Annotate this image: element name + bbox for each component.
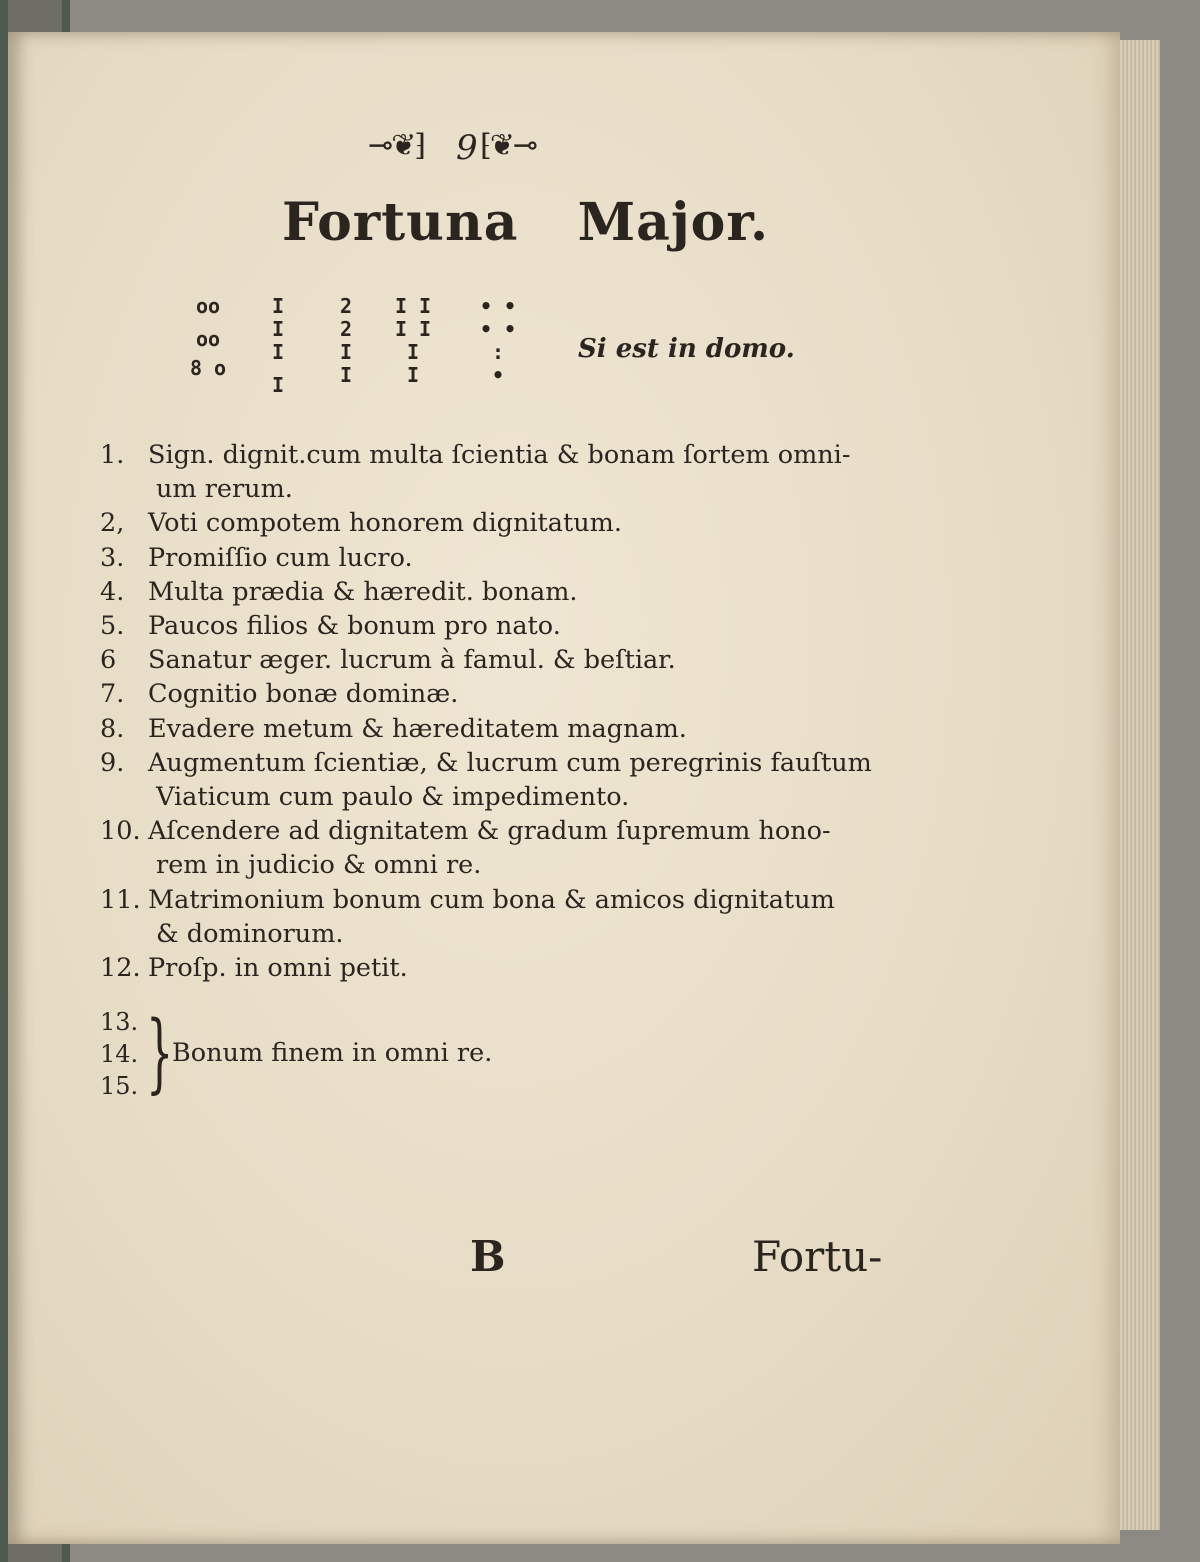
entry-number: 15. (100, 1072, 139, 1100)
entry-number: 8. (100, 713, 125, 744)
entry-continuation: um rerum. (156, 474, 293, 505)
brace-icon: } (146, 1003, 174, 1103)
figure-cell: 2 (339, 294, 353, 318)
figure-cell: • • (479, 294, 517, 318)
list-item (100, 506, 890, 540)
entry-text: Proſp. in omni petit. (148, 953, 408, 984)
title-word-major: Major. (577, 192, 770, 253)
figure-cell: I I (394, 317, 432, 341)
figure-cell: I (271, 340, 285, 364)
figure-column-1 (188, 294, 228, 379)
figure-cell: I (406, 363, 420, 387)
figure-cell: • (491, 363, 505, 387)
list-item (100, 883, 890, 917)
entry-number: 13. (100, 1008, 139, 1036)
entry-text: Cognitio bonæ dominæ. (148, 679, 459, 710)
list-item (100, 541, 890, 575)
entry-text: Paucos filios & bonum pro nato. (148, 611, 561, 642)
geomantic-figures (188, 294, 548, 414)
entry-text: Multa prædia & hæredit. bonam. (148, 576, 578, 607)
header-ornament-right-icon: ⁅❦⊸ (480, 128, 536, 163)
list-item (100, 609, 890, 643)
title-word-fortuna: Fortuna (282, 192, 519, 253)
entry-number: 12. (100, 953, 141, 984)
entry-text: Evadere metum & hæreditatem magnam. (148, 713, 687, 744)
entry-continuation: Viaticum cum paulo & impedimento. (156, 782, 630, 813)
figure-column-2 (258, 294, 298, 396)
figure-cell: oo (195, 327, 221, 351)
figure-cell: I (339, 363, 353, 387)
entry-number: 9. (100, 747, 125, 778)
entry-text: Augmentum ſcientiæ, & lucrum cum peregrinis fauſtum (148, 747, 872, 778)
entry-number: 14. (100, 1040, 139, 1068)
entry-text: Sanatur æger. lucrum à famul. & beſtiar. (148, 645, 676, 676)
list-item (100, 677, 890, 711)
list-item (100, 438, 890, 472)
entry-text: Sign. dignit.cum multa ſcientia & bonam ſortem omni- (148, 440, 851, 470)
entry-number: 11. (100, 884, 141, 915)
entry-text: Voti compotem honorem dignitatum. (148, 508, 622, 539)
entry-continuation: rem in judicio & omni re. (156, 850, 482, 881)
bracket-text: Bonum finem in omni re. (172, 1038, 493, 1068)
figure-column-3 (326, 294, 366, 386)
page-number: 9 (456, 128, 478, 168)
figure-cell: I (339, 340, 353, 364)
figure-cell: • • (479, 317, 517, 341)
catchword: Fortu- (752, 1232, 883, 1281)
header-ornament-left-icon: ⊸❦⁆ (368, 128, 424, 163)
list-item (100, 575, 890, 609)
entry-number: 5. (100, 611, 125, 642)
page-title (282, 192, 769, 253)
figure-cell: I (406, 340, 420, 364)
list-item (100, 712, 890, 746)
side-note: Si est in domo. (578, 334, 795, 364)
entry-number: 6 (100, 645, 117, 676)
entry-number: 3. (100, 542, 125, 573)
figure-cell: I I (394, 294, 432, 318)
figure-cell: I (271, 373, 285, 397)
figure-cell: I (271, 317, 285, 341)
entry-number: 4. (100, 576, 125, 607)
list-item (100, 814, 890, 848)
figure-cell: : (491, 340, 505, 364)
entry-text: Aſcendere ad dignitatem & gradum ſupremum hono- (148, 816, 831, 847)
book-page (8, 32, 1120, 1544)
entry-number: 7. (100, 679, 125, 710)
figure-column-4 (393, 294, 433, 386)
figure-cell: oo (195, 294, 221, 318)
figure-column-5 (478, 294, 518, 386)
signature-mark: B (470, 1232, 506, 1281)
entry-number: 1. (100, 440, 125, 470)
entry-continuation: & dominorum. (156, 918, 344, 949)
figure-cell: 2 (339, 317, 353, 341)
list-item (100, 951, 890, 985)
entry-number: 10. (100, 816, 141, 847)
entry-number: 2, (100, 508, 125, 539)
bracket-group (100, 1003, 700, 1118)
entry-text: Matrimonium bonum cum bona & amicos dignitatum (148, 884, 835, 915)
entry-text: Promiſſio cum lucro. (148, 542, 413, 573)
entry-list (100, 438, 890, 985)
figure-cell: 8 o (189, 356, 227, 380)
page-header (368, 128, 568, 168)
list-item (100, 643, 890, 677)
list-item (100, 746, 890, 780)
figure-cell: I (271, 294, 285, 318)
page-edges (1120, 40, 1160, 1530)
